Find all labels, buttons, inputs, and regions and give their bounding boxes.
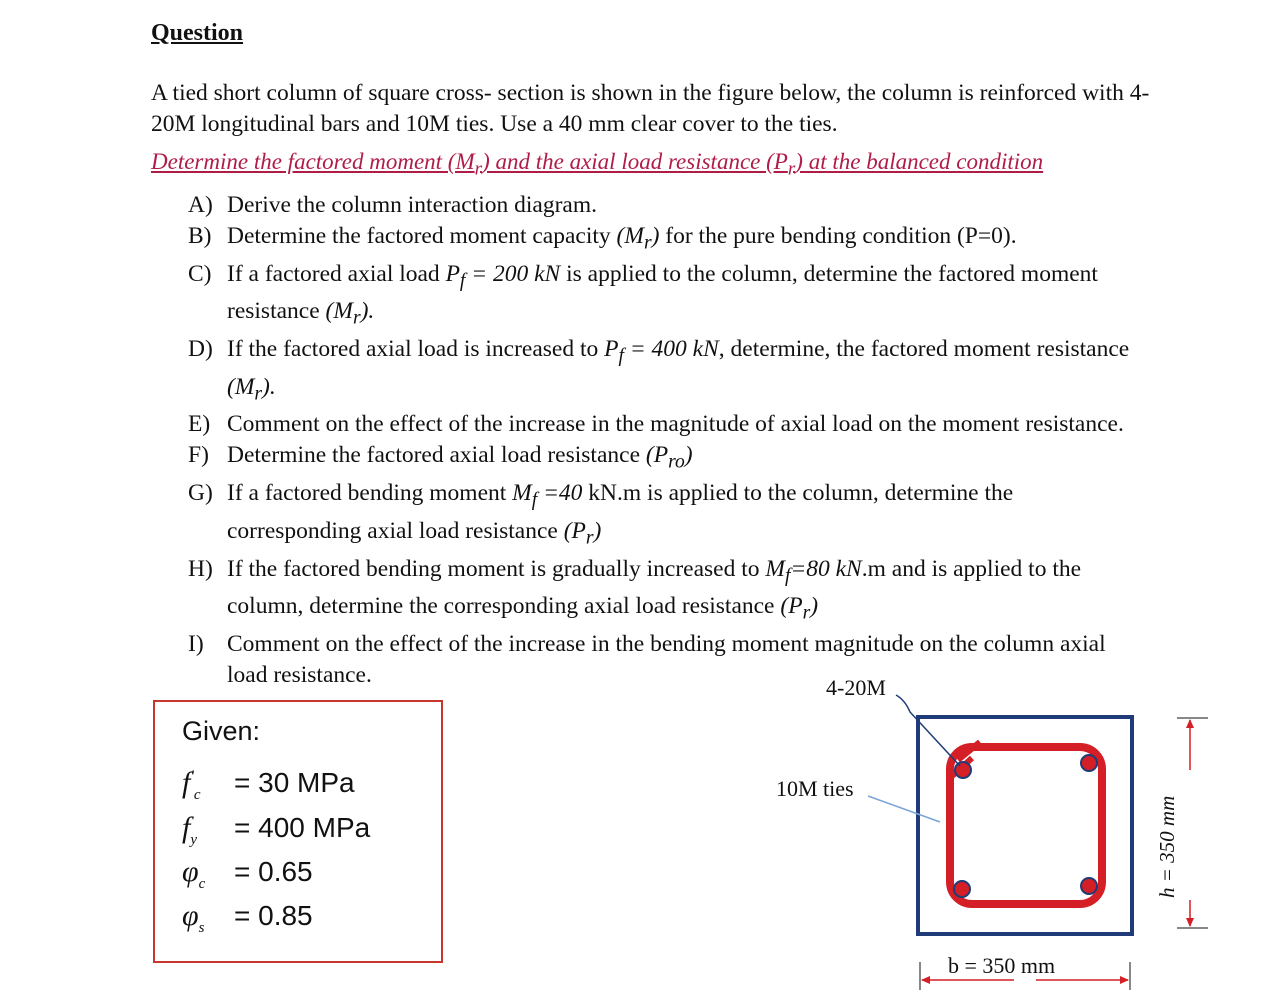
list-item: C) If a factored axial load $P_f = 200$ kN is applied to the column, determine the factored moment resistance $(M_r)$. (188, 260, 1098, 330)
height-label: h = 350 mm (1155, 795, 1179, 898)
list-item: E) Comment on the effect of the increase in the magnitude of axial load on the moment resistance. (188, 411, 1124, 438)
list-item: B) Determine the factored moment capacity $(M_r)$ for the pure bending condition (P=0). (188, 223, 1017, 254)
task-statement: Determine the factored moment $(M_r)$ and the axial load resistance $(P_r)$ at the balanced condition (151, 149, 1044, 180)
problem-statement: A tied short column of square cross- section is shown in the figure below, the column is reinforced with 4-20M longitudinal bars and 10M ties. Use a 40 mm clear cover to the ties. (151, 80, 1150, 137)
question-heading: Question (151, 20, 244, 46)
list-item: A) Derive the column interaction diagram. (188, 192, 597, 218)
list-item: G) If a factored bending moment $M_f =40$ kN.m is applied to the column, determine the corresponding axial load resistance $(P_r)$ (188, 480, 1014, 549)
given-row-phic: $\varphi_c = 0.65$ (182, 855, 313, 892)
given-row-fy: $f_y = 400$ MPa (182, 811, 371, 848)
list-item: H) If the factored bending moment is gradually increased to $M_f=80$ kN.m and is applied to the column, determine the corresponding axial load resistance $(P_r)$ (188, 555, 1082, 624)
list-item: D) If the factored axial load is increased to $P_f = 400$ kN, determine, the factored moment resistance $(M_r)$. (188, 336, 1130, 405)
given-title: Given: (182, 716, 261, 746)
rebar-bottom-right (1081, 878, 1097, 894)
rebar-bottom-left (954, 881, 970, 897)
list-item: I) Comment on the effect of the increase in the bending moment magnitude on the column axial load resistance. (188, 630, 1106, 688)
tie-stirrup (950, 747, 1102, 904)
rebar-top-right (1081, 755, 1097, 771)
ties-label: 10M ties (776, 776, 854, 801)
bars-leader-line (896, 695, 960, 766)
width-label: b = 350 mm (948, 953, 1056, 978)
given-row-phis: $\varphi_s = 0.85$ (182, 899, 313, 936)
bars-label: 4-20M (826, 675, 886, 700)
list-item: F) Determine the factored axial load resistance $(P_{ro})$ (188, 442, 693, 474)
rebar-top-left (955, 762, 971, 778)
given-row-fc: $f'_c = 30$ MPa (182, 766, 355, 803)
ties-leader-line (868, 796, 940, 822)
